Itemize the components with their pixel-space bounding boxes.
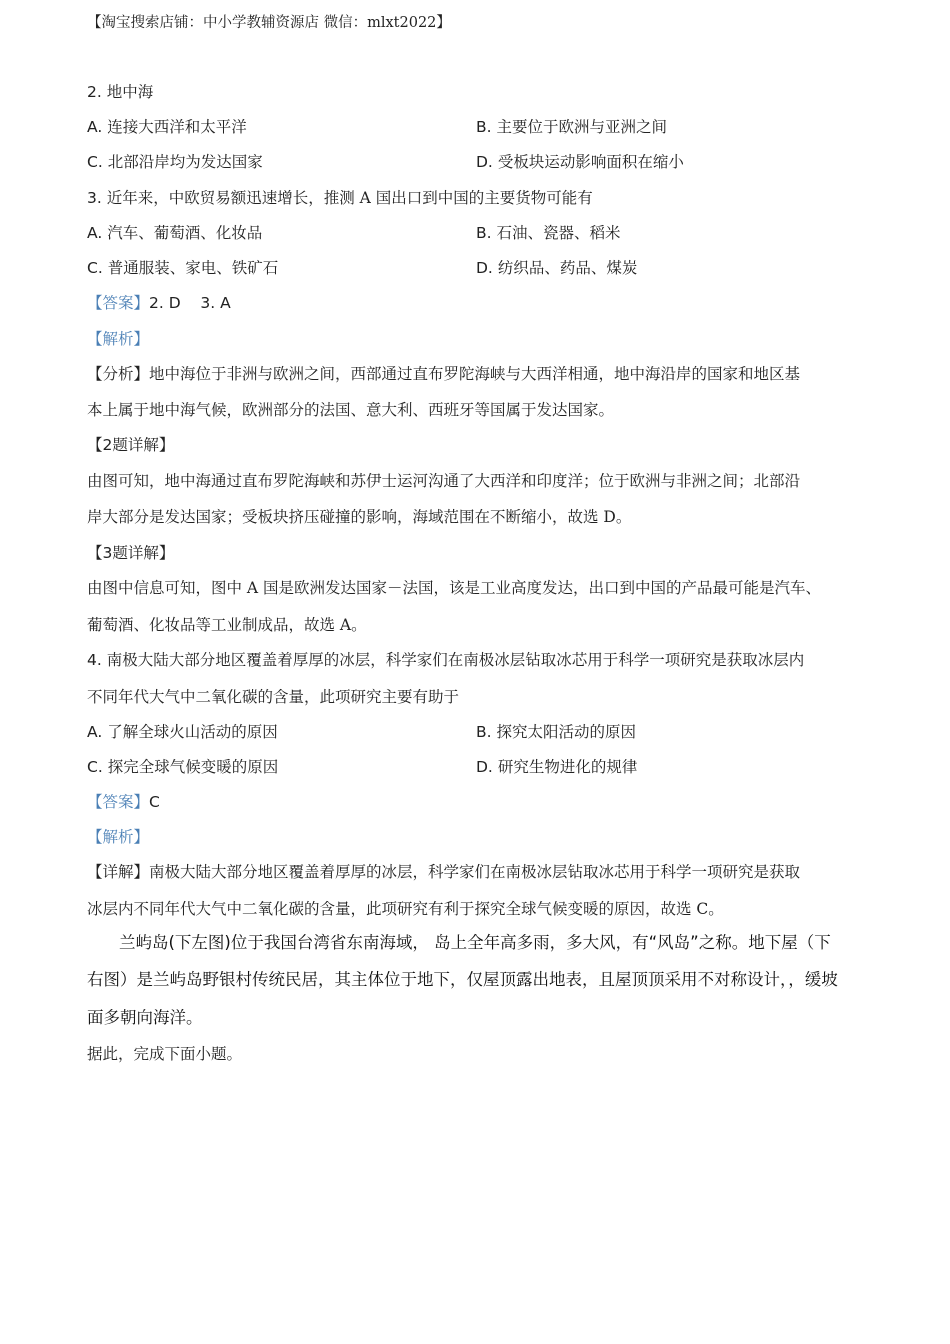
- instruction: 据此，完成下面小题。: [87, 1045, 243, 1063]
- question-2-stem: 2. 地中海: [87, 83, 154, 101]
- q4-option-a: A. 了解全球火山活动的原因: [87, 723, 278, 741]
- detail-3-heading: 【3题详解】: [87, 544, 175, 562]
- analysis-paragraph-line-1: 【分析】地中海位于非洲与欧洲之间，西部通过直布罗陀海峡与大西洋相通，地中海沿岸的国家和地区基: [87, 365, 801, 383]
- question-4-stem-line-2: 不同年代大气中二氧化碳的含量，此项研究主要有助于: [87, 688, 460, 706]
- q4-option-c: C. 探完全球气候变暖的原因: [87, 758, 279, 776]
- q3-option-c: C. 普通服装、家电、铁矿石: [87, 259, 279, 277]
- detail-3-line-2: 葡萄酒、化妆品等工业制成品，故选 A。: [87, 616, 367, 634]
- detail-2-heading: 【2题详解】: [87, 436, 175, 454]
- analysis-paragraph-line-2: 本上属于地中海气候，欧洲部分的法国、意大利、西班牙等国属于发达国家。: [87, 401, 615, 419]
- detail-3-line-1: 由图中信息可知，图中 A 国是欧洲发达国家－法国，该是工业高度发达，出口到中国的产品最可能是汽车、: [87, 579, 822, 597]
- q3-option-a: A. 汽车、葡萄酒、化妆品: [87, 224, 263, 242]
- q2-option-a: A. 连接大西洋和太平洋: [87, 118, 247, 136]
- q2-option-b: B. 主要位于欧洲与亚洲之间: [476, 118, 668, 136]
- q4-option-d: D. 研究生物进化的规律: [476, 758, 638, 776]
- detail-2-line-2: 岸大部分是发达国家；受板块挤压碰撞的影响，海域范围在不断缩小，故选 D。: [87, 508, 632, 526]
- analysis-label-2: 【解析】: [87, 828, 150, 846]
- passage-line-1: 兰屿岛(下左图)位于我国台湾省东南海域， 岛上全年高多雨，多大风，有“风岛”之称。地下屋（下: [119, 933, 831, 952]
- answer-block-2: 【答案】C: [87, 793, 160, 811]
- detail-4-line-1: 【详解】南极大陆大部分地区覆盖着厚厚的冰层，科学家们在南极冰层钻取冰芯用于科学一项研究是获取: [87, 863, 801, 881]
- passage-line-3: 面多朝向海洋。: [87, 1008, 203, 1027]
- question-4-stem-line-1: 4. 南极大陆大部分地区覆盖着厚厚的冰层，科学家们在南极冰层钻取冰芯用于科学一项研究是获取冰层内: [87, 651, 805, 669]
- q3-option-b: B. 石油、瓷器、稻米: [476, 224, 621, 242]
- question-3-stem: 3. 近年来，中欧贸易额迅速增长，推测 A 国出口到中国的主要货物可能有: [87, 189, 593, 207]
- q2-option-c: C. 北部沿岸均为发达国家: [87, 153, 263, 171]
- analysis-label-1: 【解析】: [87, 330, 150, 348]
- q4-option-b: B. 探究太阳活动的原因: [476, 723, 637, 741]
- answer-block-1: 【答案】2. D 3. A: [87, 294, 231, 312]
- q3-option-d: D. 纺织品、药品、煤炭: [476, 259, 638, 277]
- detail-2-line-1: 由图可知，地中海通过直布罗陀海峡和苏伊士运河沟通了大西洋和印度洋；位于欧洲与非洲之间；北部沿: [87, 472, 801, 490]
- detail-4-line-2: 冰层内不同年代大气中二氧化碳的含量，此项研究有利于探究全球气候变暖的原因，故选 C。: [87, 900, 724, 918]
- header-note: 【淘宝搜索店铺：中小学教辅资源店 微信：mlxt2022】: [87, 15, 451, 31]
- passage-line-2: 右图）是兰屿岛野银村传统民居，其主体位于地下，仅屋顶露出地表，且屋顶顶采用不对称设计，，缓坡: [87, 970, 838, 989]
- q2-option-d: D. 受板块运动影响面积在缩小: [476, 153, 684, 171]
